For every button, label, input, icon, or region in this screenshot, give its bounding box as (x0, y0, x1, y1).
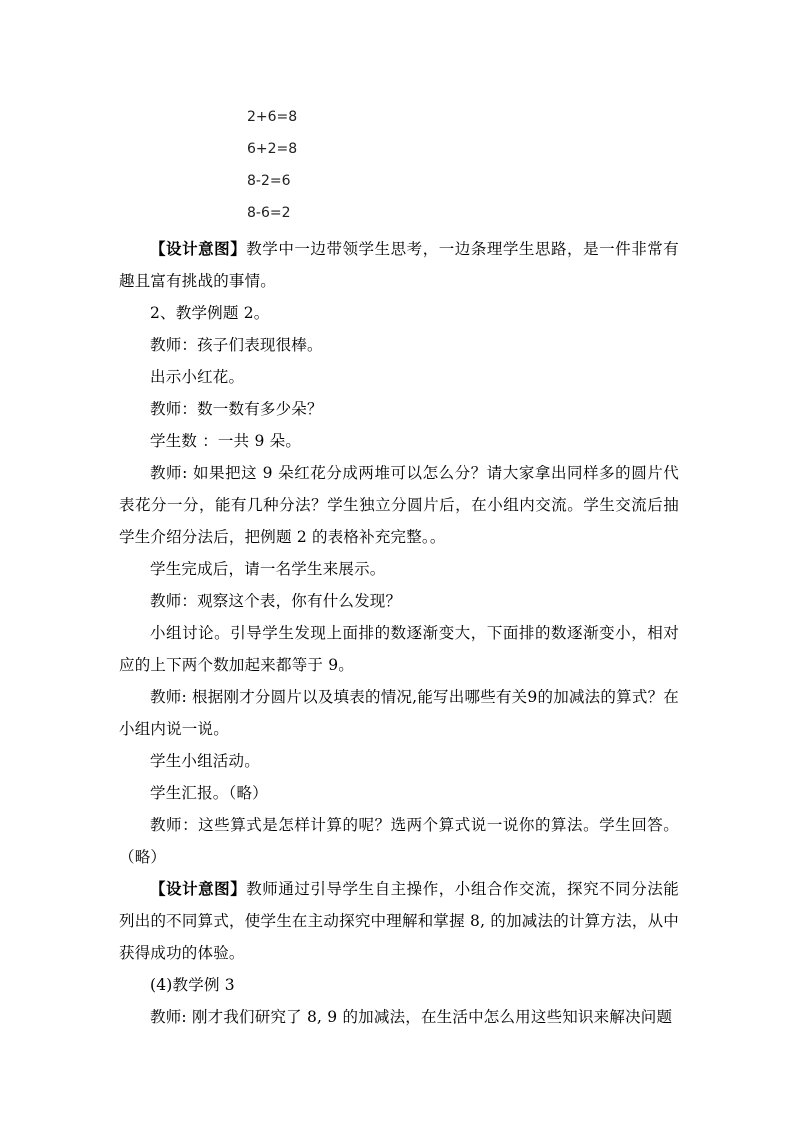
paragraph-text: 学生数 ：一共 9 朵。 (150, 432, 302, 450)
dialogue-paragraph (119, 457, 679, 553)
design-intent-label: 【设计意图】 (150, 239, 247, 258)
paragraph-text: 教师: 根据刚才分圆片以及填表的情况,能写出哪些有关9的加减法的算式？在小组内说一说。 (119, 688, 679, 738)
document-body (119, 101, 679, 1033)
paragraph-text: 教师：孩子们表现很棒。 (150, 336, 323, 354)
dialogue-line (119, 425, 679, 457)
design-intent-paragraph (119, 873, 679, 969)
dialogue-line (119, 777, 679, 809)
paragraph-text: 2、教学例题 2。 (150, 304, 270, 322)
paragraph-text: 教师：数一数有多少朵？ (150, 400, 323, 418)
design-intent-label: 【设计意图】 (150, 879, 247, 898)
dialogue-paragraph (119, 617, 679, 681)
paragraph-text: 教学中一边带领学生思考，一边条理学生思路，是一件非常有趣且富有挑战的事情。 (119, 240, 680, 290)
paragraph-text: 出示小红花。 (150, 368, 245, 386)
design-intent-paragraph (119, 233, 679, 297)
dialogue-line (119, 585, 679, 617)
dialogue-line (119, 553, 679, 585)
equation-line: 8-6=2 (247, 205, 291, 221)
paragraph-text: 学生小组活动。 (150, 752, 260, 770)
dialogue-line (119, 361, 679, 393)
dialogue-line (119, 745, 679, 777)
dialogue-paragraph (119, 681, 679, 745)
paragraph-text: (4)教学例 3 (150, 976, 235, 994)
dialogue-line (119, 329, 679, 361)
equation-line: 8-2=6 (247, 173, 291, 189)
paragraph-text: 小组讨论。引导学生发现上面排的数逐渐变大，下面排的数逐渐变小，相对应的上下两个数加起来都等于 9。 (119, 624, 679, 674)
equation-list (119, 101, 679, 229)
equation-line: 6+2=8 (247, 141, 298, 157)
paragraph-text: 教师：观察这个表，你有什么发现？ (150, 592, 402, 610)
paragraph-text: 学生完成后，请一名学生来展示。 (150, 560, 386, 578)
dialogue-line (119, 393, 679, 425)
paragraph-text: 教师: 如果把这 9 朵红花分成两堆可以怎么分？请大家拿出同样多的圆片代表花分一分，能有几种分法？学生独立分圆片后，在小组内交流。学生交流后抽学生介绍分法后，把例题 2 的表格补充完整。。 (119, 464, 679, 546)
paragraph-text: 教师: 刚才我们研究了 8, 9 的加减法，在生活中怎么用这些知识来解决问题 (150, 1008, 673, 1026)
dialogue-paragraph (119, 809, 679, 873)
paragraph-text: 学生汇报。（略） (150, 784, 268, 802)
dialogue-line (119, 1001, 679, 1033)
equation-line: 2+6=8 (247, 109, 298, 125)
section-heading (119, 297, 679, 329)
paragraph-text: 教师通过引导学生自主操作，小组合作交流，探究不同分法能列出的不同算式，使学生在主动探究中理解和掌握 8, 的加减法的计算方法，从中获得成功的体验。 (119, 880, 680, 962)
paragraph-text: 教师：这些算式是怎样计算的呢？选两个算式说一说你的算法。学生回答。（略） (119, 816, 679, 866)
section-heading (119, 969, 679, 1001)
